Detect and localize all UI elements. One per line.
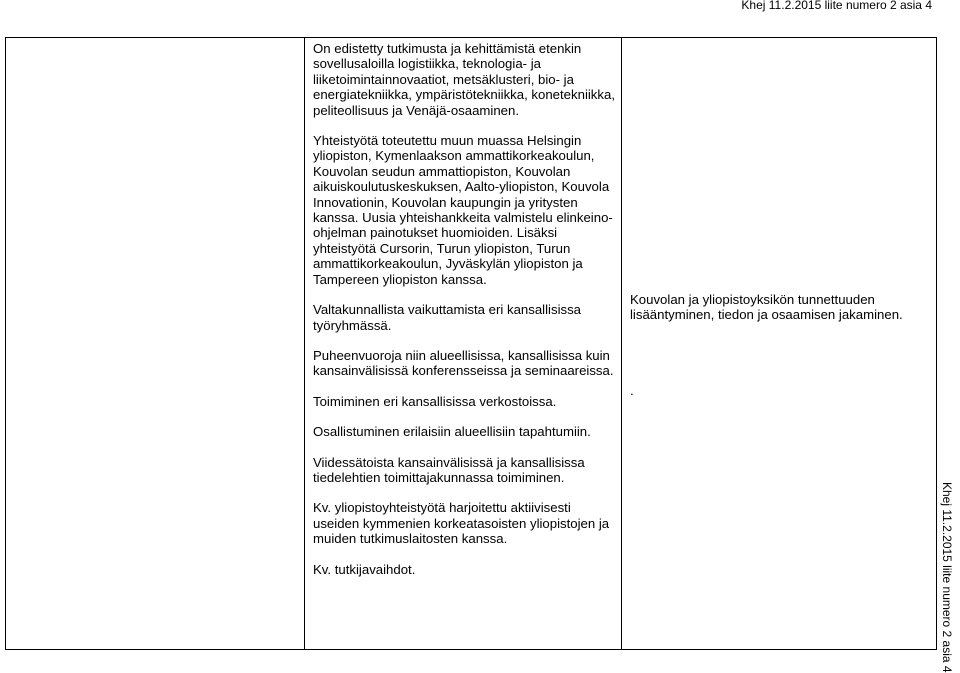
paragraph-networks: Toimiminen eri kansallisissa verkostoissa.	[313, 393, 557, 409]
page-header-note: Khej 11.2.2015 liite numero 2 asia 4	[741, 0, 932, 12]
side-vertical-note: Khej 11.2.2015 liite numero 2 asia 4	[940, 482, 954, 673]
paragraph-events: Osallistuminen erilaisiin alueellisiin tapahtumiin.	[313, 424, 591, 440]
paragraph-visibility: Kouvolan ja yliopistoyksikön tunnettuuden lisääntyminen, tiedon ja osaamisen jakaminen.	[630, 292, 903, 323]
paragraph-dot: .	[630, 382, 634, 398]
paragraph-national-influence: Valtakunnallista vaikuttamista eri kansallisissa työryhmässä.	[313, 302, 582, 333]
paragraph-talks: Puheenvuoroja niin alueellisissa, kansallisissa kuin kansainvälisissä konferensseissa ja seminaareissa.	[313, 347, 614, 379]
paragraph-partners: Yhteistyötä toteutettu muun muassa Helsingin yliopiston, Kymenlaakson ammattikorkeakoulun, Kouvolan seudun ammattiopiston, Kouvolan aikuiskoulutuskeskuksen, Aalto-yliopiston, Kouvola Innovationin, Kouvolan kaupungin ja yritysten kanssa. Uusia yhteishankkeita valmistelu elinkeino-ohjelman painotukset huomioiden. Lisäksi yhteistyötä Cursorin, Turun yliopiston, Turun ammattikorkeakoulun, Jyväskylän yliopiston ja Tampereen yliopiston kanssa.	[313, 133, 613, 287]
table-row	[6, 38, 937, 650]
paragraph-intl-cooperation: Kv. yliopistoyhteistyötä harjoitettu aktiivisesti useiden kymmenien korkeatasoisten yliopistojen ja muiden tutkimuslaitosten kanssa.	[313, 500, 610, 547]
table-cell-right	[622, 38, 937, 650]
paragraph-focus-areas: On edistetty tutkimusta ja kehittämistä etenkin sovellusaloilla logistiikka, teknologia- ja liiketoimintainnovaatiot, metsäklusteri, bio- ja energiatekniikka, ympäristötekniikka, konetekniikka, peliteollisuus ja Venäjä-osaaminen.	[313, 41, 615, 118]
table-cell-middle	[305, 38, 622, 650]
document-table	[5, 37, 937, 650]
paragraph-editorial-boards: Viidessätoista kansainvälisissä ja kansallisissa tiedelehtien toimittajakunnassa toimiminen.	[313, 454, 585, 485]
paragraph-researcher-exchange: Kv. tutkijavaihdot.	[313, 561, 416, 577]
table-cell-left	[6, 38, 305, 650]
